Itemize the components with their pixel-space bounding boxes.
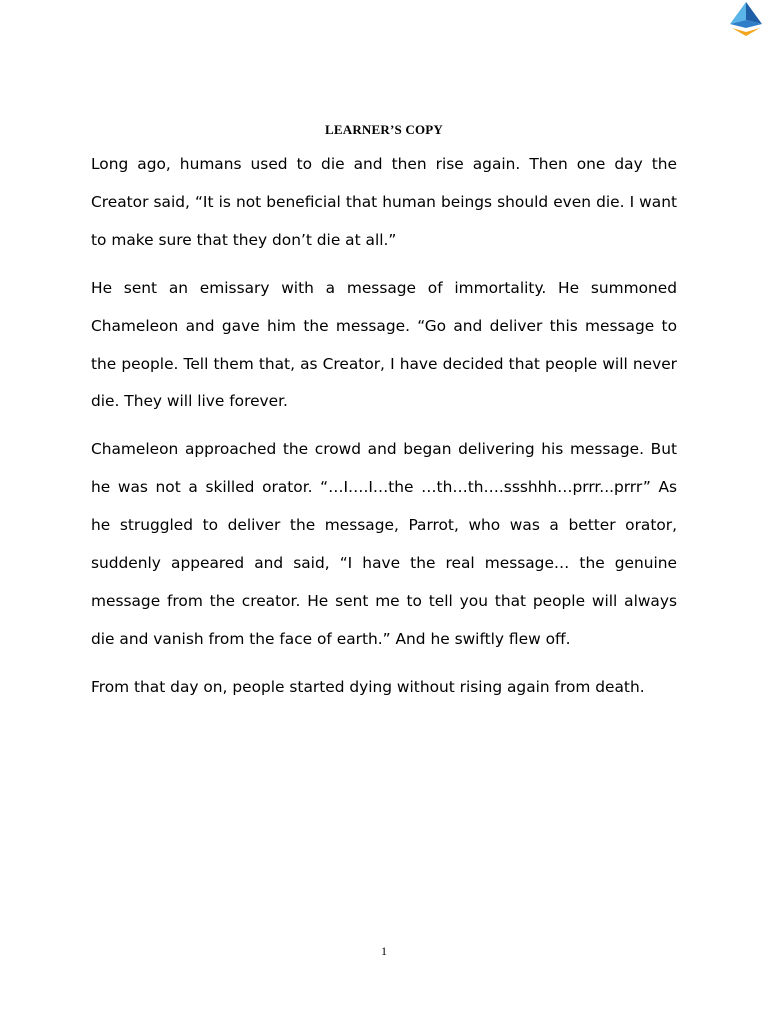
page-number: 1 — [381, 944, 387, 958]
story-body — [91, 146, 677, 717]
story-paragraph: Long ago, humans used to die and then rise again. Then one day the Creator said, “It is not beneficial that human beings should even die. I want to make sure that they don’t die at all.” — [91, 155, 677, 249]
page-title: LEARNER’S COPY — [324, 122, 443, 137]
story-paragraph: From that day on, people started dying without rising again from death. — [91, 677, 645, 696]
story-paragraph: Chameleon approached the crowd and began delivering his message. But he was not a skilled orator. “…I….I…the …th…th….ssshhh…prrr...prrr” As he struggled to deliver the message, Parrot, who was a better orator, suddenly appeared and said, “I have the real message… the genuine message from the creator. He sent me to tell you that people will always die and vanish from the face of earth.” And he swiftly flew off. — [91, 440, 677, 648]
pyramid-logo-icon — [726, 0, 766, 38]
story-paragraph: He sent an emissary with a message of immortality. He summoned Chameleon and gave him the message. “Go and deliver this message to the people. Tell them that, as Creator, I have decided that people will never die. They will live forever. — [91, 278, 677, 411]
